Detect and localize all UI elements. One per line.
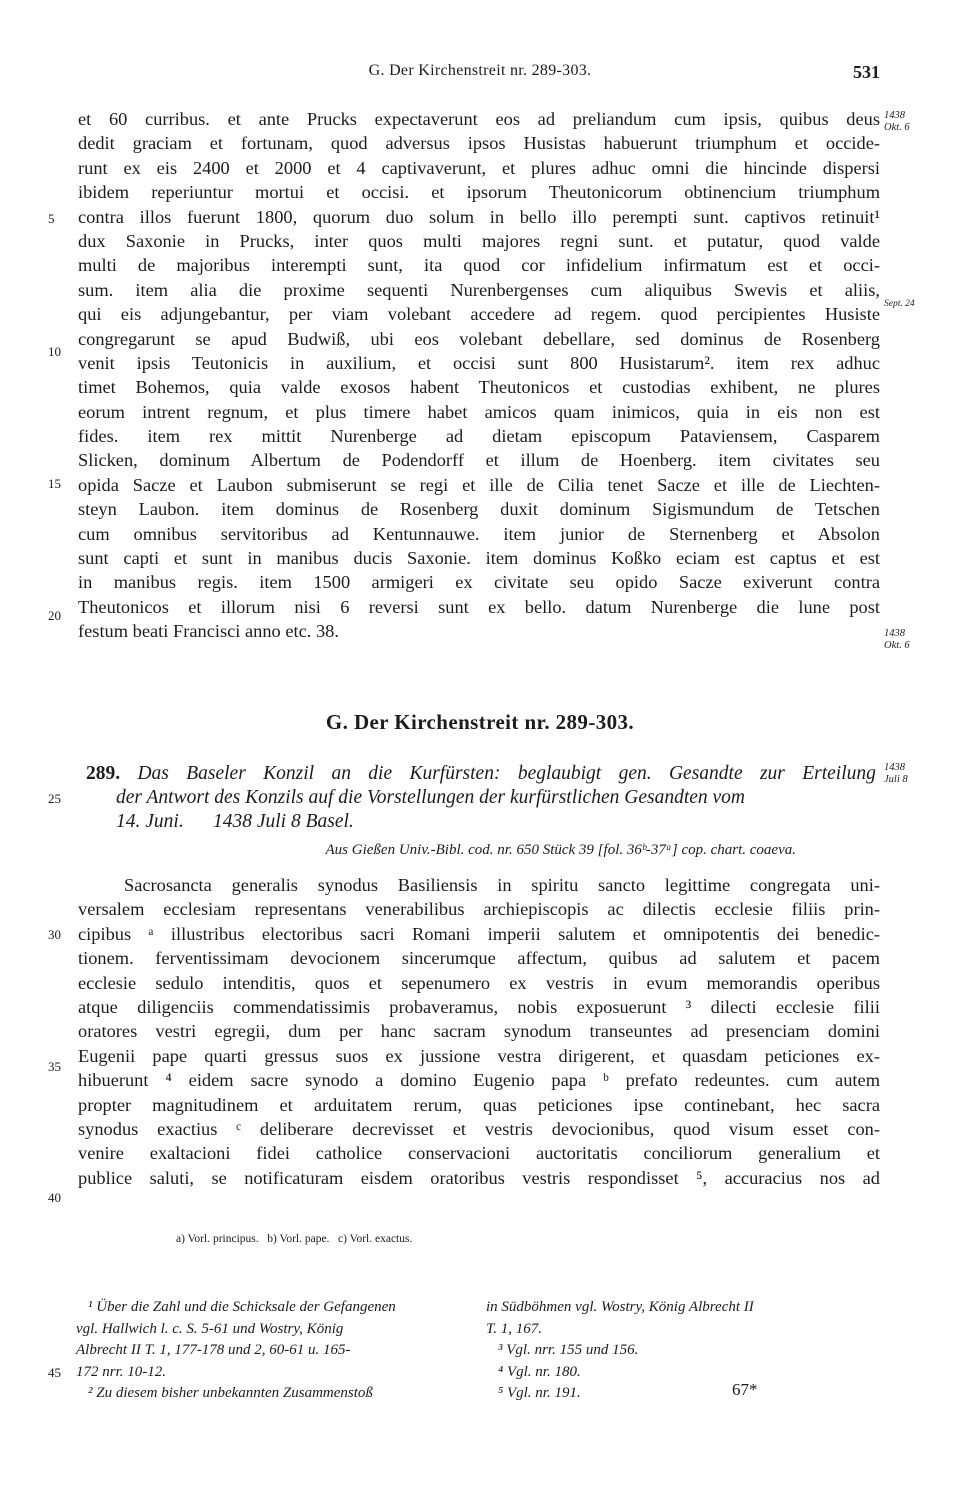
footnote-line: ⁵ Vgl. nr. 191. <box>498 1385 581 1401</box>
regest-word: Erteilung <box>802 763 876 784</box>
source-note: Aus Gießen Univ.-Bibl. cod. nr. 650 Stück 39 [fol. 36ᵇ-37ᵃ] cop. chart. coaeva. <box>325 842 796 858</box>
footnotes-right-column <box>486 1297 880 1405</box>
text-line: congregarunt se apud Budwiß, ubi eos volebant debellare, sed dominus de Rosenberg <box>78 328 880 349</box>
section-heading: G. Der Kirchenstreit nr. 289-303. <box>325 710 635 734</box>
text-line: venit ipsis Teutonicis in auxilium, et occisi sunt 800 Husistarum². item rex adhuc <box>78 352 880 373</box>
line-number: 25 <box>48 791 61 806</box>
text-line: synodus exactius ᶜ deliberare decrevisset et vestris devocionibus, quod visum esset con- <box>78 1118 880 1139</box>
text-line: Sacrosancta generalis synodus Basiliensis in spiritu sancto legittime congregata uni- <box>124 875 880 895</box>
text-line: venire exaltacioni fidei catholice conservacioni auctoritatis conciliorum generalium et <box>78 1143 880 1164</box>
line-number: 15 <box>48 476 61 491</box>
text-line: qui eis adjungebantur, per viam volebant accedere ad regem. quod percipientes Husiste <box>78 304 880 325</box>
text-line: propter magnitudinem et arduitatem rerum, quas peticiones ipse continebant, hec sacra <box>78 1094 880 1115</box>
line-number: 35 <box>48 1059 61 1074</box>
text-line: sunt capti et sunt in manibus ducis Saxonie. item dominus Koßko eciam est captus et est <box>78 548 880 569</box>
regest-word: an <box>331 763 351 784</box>
regest-word: Das <box>137 763 169 784</box>
text-line: multi de majoribus interempti sunt, ita quod cor infidelium infirmatum est et occi- <box>78 255 880 276</box>
line-number: 20 <box>48 608 61 623</box>
text-line: Theutonicos et illorum nisi 6 reversi sunt ex bello. datum Nurenberge die lune post <box>78 596 880 617</box>
text-line: Eugenii pape quarti gressus suos ex jussione vestra dirigerent, et quasdam peticiones ex- <box>78 1045 880 1066</box>
text-line: timet Bohemos, quia valde exosos habent Theutonicos et custodias exhibent, ne plures <box>78 377 880 398</box>
line-number: 40 <box>48 1190 61 1205</box>
margin-date-note <box>884 298 940 310</box>
printer-signature: 67* <box>732 1380 758 1399</box>
line-number: 30 <box>48 927 61 942</box>
margin-date: Okt. 6 <box>884 640 910 651</box>
margin-date-note <box>884 628 940 652</box>
text-line: festum beati Francisci anno etc. 38. <box>78 621 339 642</box>
document-number: 289. <box>86 763 121 784</box>
text-line: dux Saxonie in Prucks, inter quos multi majores regni sunt. et putatur, quod valde <box>78 230 880 251</box>
text-line: contra illos fuerunt 1800, quorum duo solum in bello illo perempti sunt. captivos retinuit¹ <box>78 206 880 227</box>
text-line: sum. item alia die proxime sequenti Nurenbergenses cum aliquibus Swevis et aliis, <box>78 279 880 300</box>
regest-word: Baseler <box>186 763 246 784</box>
line-number: 45 <box>48 1365 61 1380</box>
page-number: 531 <box>853 62 880 82</box>
line-number: 10 <box>48 344 61 359</box>
margin-year: 1438 <box>884 110 905 121</box>
text-line: et 60 curribus. et ante Prucks expectaverunt eos ad preliandum cum ipsis, quibus deus <box>78 109 880 129</box>
margin-year: 1438 <box>884 628 905 639</box>
regest-line: der Antwort des Konzils auf die Vorstellungen der kurfürstlichen Gesandten vom <box>116 787 746 808</box>
footnote-line: ² Zu diesem bisher unbekannten Zusammenstoß <box>88 1385 373 1401</box>
regest-word: Konzil <box>263 763 315 784</box>
regest-line <box>86 762 876 786</box>
running-title: G. Der Kirchenstreit nr. 289-303. <box>368 62 592 79</box>
letter-body-text <box>78 873 880 1190</box>
text-line: eorum intrent regnum, et plus timere habet amicos quam inimicos, quia in eis non est <box>78 401 880 422</box>
margin-date-note <box>884 110 940 134</box>
text-line: steyn Laubon. item dominus de Rosenberg duxit dominum Sigismundum de Tetschen <box>78 499 880 520</box>
text-line: publice saluti, se notificaturam eisdem oratoribus vestris respondisset ⁵, accuracius nos ad <box>78 1167 880 1188</box>
footnote-line: T. 1, 167. <box>486 1320 542 1337</box>
margin-year: 1438 <box>884 762 905 773</box>
text-line: hibuerunt ⁴ eidem sacre synodo a domino Eugenio papa ᵇ prefato redeuntes. cum autem <box>78 1070 880 1091</box>
regest-word: Gesandte <box>668 763 743 784</box>
line-number: 5 <box>48 211 55 226</box>
regest-word: gen. <box>618 763 652 784</box>
text-line: ibidem reperiuntur mortui et occisi. et ipsorum Theutonicorum obtinencium triumphum <box>78 182 880 203</box>
page-header <box>0 62 960 92</box>
regest-summary <box>86 762 876 834</box>
text-line: cum omnibus servitoribus ad Kentunnauwe. item junior de Sternenberg et Absolon <box>78 523 880 544</box>
regest-word: beglaubigt <box>517 763 602 784</box>
margin-date: Juli 8 <box>884 774 908 785</box>
text-line: dedit graciam et fortunam, quod adversus ipsos Husistas habuerunt triumphum et occide- <box>78 133 880 154</box>
footnote-line: ³ Vgl. nrr. 155 und 156. <box>498 1342 639 1358</box>
text-line: opida Sacze et Laubon submiserunt se regi et ille de Cilia tenet Sacze et ille de Liechten- <box>78 474 880 495</box>
margin-date: Sept. 24 <box>884 299 915 309</box>
text-line: tionem. ferventissimam devocionem sincerumque affectum, quibus ad salutem et pacem <box>78 948 880 969</box>
letter-continuation-text <box>78 107 880 644</box>
text-line: versalem ecclesiam representans venerabilibus archiepiscopis ac dilectis ecclesie filiis prin- <box>78 899 880 920</box>
critical-apparatus: a) Vorl. principus. b) Vorl. pape. c) Vorl. exactus. <box>176 1233 413 1245</box>
regest-line: 14. Juni. 1438 Juli 8 Basel. <box>116 811 354 832</box>
regest-word: Kurfürsten: <box>409 763 501 784</box>
text-line: ecclesie sedulo intenditis, quos et sepenumero ex vestris in evum memorandis operibus <box>78 972 880 993</box>
text-line: Slicken, dominum Albertum de Podendorff et illum de Hoenberg. item civitates seu <box>78 450 880 471</box>
regest-word: die <box>368 763 393 784</box>
footnote-line: vgl. Hallwich l. c. S. 5-61 und Wostry, König <box>76 1320 344 1337</box>
text-line: oratores vestri egregii, dum per hanc sacram synodum transeuntes ad presenciam domini <box>78 1021 880 1042</box>
footnote-line: Albrecht II T. 1, 177-178 und 2, 60-61 u. 165- <box>76 1342 351 1358</box>
footnote-line: 172 nrr. 10-12. <box>76 1363 167 1380</box>
footnote-line: in Südböhmen vgl. Wostry, König Albrecht II <box>486 1299 754 1315</box>
margin-date-note <box>884 762 940 786</box>
margin-date: Okt. 6 <box>884 122 910 133</box>
regest-word: zur <box>759 763 785 784</box>
text-line: fides. item rex mittit Nurenberge ad dietam episcopum Pataviensem, Casparem <box>78 426 880 447</box>
footnotes-left-column <box>76 1297 476 1405</box>
text-line: runt ex eis 2400 et 2000 et 4 captivaverunt, et plures adhuc omni die hincinde dispersi <box>78 157 880 178</box>
text-line: cipibus ᵃ illustribus electoribus sacri Romani imperii salutem et omnipotentis dei benedic- <box>78 923 880 944</box>
text-line: atque diligenciis commendatissimis probaveramus, nobis exposuerunt ³ dilecti ecclesie filii <box>78 996 880 1017</box>
footnote-line: ⁴ Vgl. nr. 180. <box>498 1363 581 1380</box>
footnote-line: ¹ Über die Zahl und die Schicksale der Gefangenen <box>88 1299 396 1315</box>
text-line: in manibus regis. item 1500 armigeri ex civitate seu opido Sacze exiverunt contra <box>78 572 880 593</box>
